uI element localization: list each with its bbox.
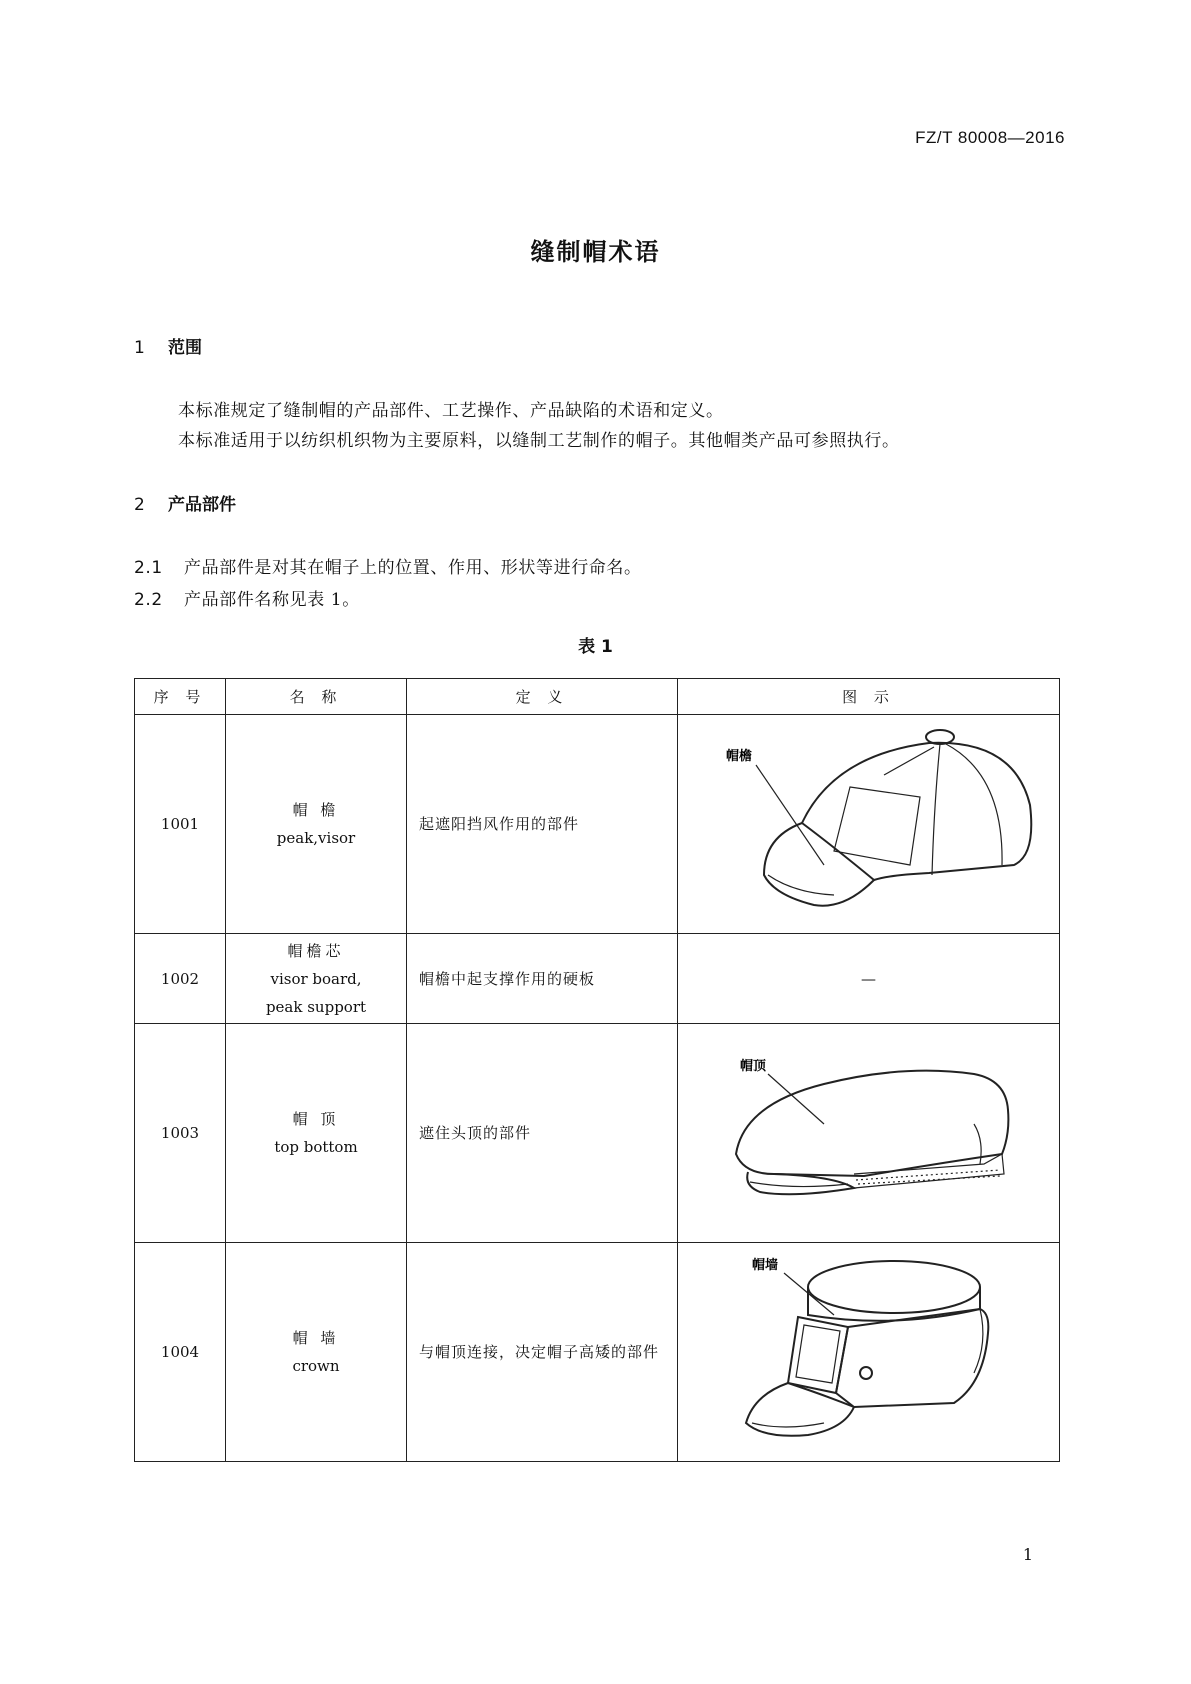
- term-name: [226, 1243, 407, 1462]
- column-header-no: 序 号: [135, 679, 226, 715]
- term-name-zh: 帽 墙: [292, 1329, 340, 1347]
- paragraph: 本标准适用于以纺织机织物为主要原料，以缝制工艺制作的帽子。其他帽类产品可参照执行。: [178, 431, 900, 451]
- figure-cell: [678, 1243, 1060, 1462]
- table-row: [135, 715, 1060, 934]
- page-number: 1: [1022, 1545, 1033, 1564]
- table-row: [135, 1243, 1060, 1462]
- baseball-cap-illustration: [684, 715, 1054, 929]
- table-caption: 表 1: [578, 637, 613, 657]
- term-number: 1004: [135, 1243, 226, 1462]
- term-number: 1001: [135, 715, 226, 934]
- figure-cell: [678, 715, 1060, 934]
- clause-number: 2.2: [134, 590, 163, 610]
- clause-text: 产品部件是对其在帽子上的位置、作用、形状等进行命名。: [184, 558, 642, 578]
- table-row: [135, 1024, 1060, 1243]
- section-2-heading: [134, 490, 236, 515]
- clause: [134, 553, 642, 578]
- section-title: 产品部件: [168, 495, 236, 515]
- figure-label: 帽顶: [739, 1059, 766, 1074]
- clause: [134, 585, 360, 610]
- figure-label: 帽檐: [725, 749, 752, 764]
- section-1-heading: [134, 333, 202, 358]
- term-name-zh: 帽檐芯: [287, 941, 345, 960]
- military-cap-illustration: [684, 1243, 1054, 1457]
- column-header-figure: 图 示: [678, 679, 1060, 715]
- column-header-definition: 定 义: [407, 679, 678, 715]
- paragraph: 本标准规定了缝制帽的产品部件、工艺操作、产品缺陷的术语和定义。: [178, 401, 724, 421]
- terms-table: [134, 678, 1060, 1462]
- term-name-zh: 帽 檐: [292, 801, 340, 819]
- term-name-en: peak,visor: [276, 829, 356, 847]
- standard-number: FZ/T 80008—2016: [915, 128, 1065, 147]
- term-number: 1002: [135, 934, 226, 1024]
- table-row: [135, 934, 1060, 1024]
- term-name: [226, 715, 407, 934]
- clause-text: 产品部件名称见表 1。: [184, 590, 360, 610]
- document-title: 缝制帽术语: [530, 238, 661, 266]
- table-header-row: [135, 679, 1060, 715]
- term-name-en: top bottom: [274, 1138, 358, 1156]
- no-figure-dash: —: [861, 969, 876, 988]
- term-definition: 起遮阳挡风作用的部件: [407, 715, 678, 934]
- section-number: 2: [134, 495, 145, 515]
- figure-cell: [678, 1024, 1060, 1243]
- term-name-zh: 帽 顶: [292, 1110, 340, 1128]
- term-name-en-alt: peak support: [265, 997, 367, 1016]
- term-definition: 遮住头顶的部件: [407, 1024, 678, 1243]
- term-definition: 帽檐中起支撑作用的硬板: [407, 934, 678, 1024]
- term-number: 1003: [135, 1024, 226, 1243]
- clause-number: 2.1: [134, 558, 163, 578]
- term-definition: 与帽顶连接，决定帽子高矮的部件: [407, 1243, 678, 1462]
- term-name: [226, 1024, 407, 1243]
- section-number: 1: [134, 338, 145, 358]
- section-title: 范围: [168, 338, 202, 358]
- term-name-en: visor board,: [270, 969, 362, 988]
- figure-label: 帽墙: [751, 1258, 778, 1273]
- figure-cell: [678, 934, 1060, 1024]
- flat-cap-illustration: [684, 1024, 1054, 1238]
- column-header-name: 名 称: [226, 679, 407, 715]
- term-name-en: crown: [292, 1357, 340, 1375]
- term-name: [226, 934, 407, 1024]
